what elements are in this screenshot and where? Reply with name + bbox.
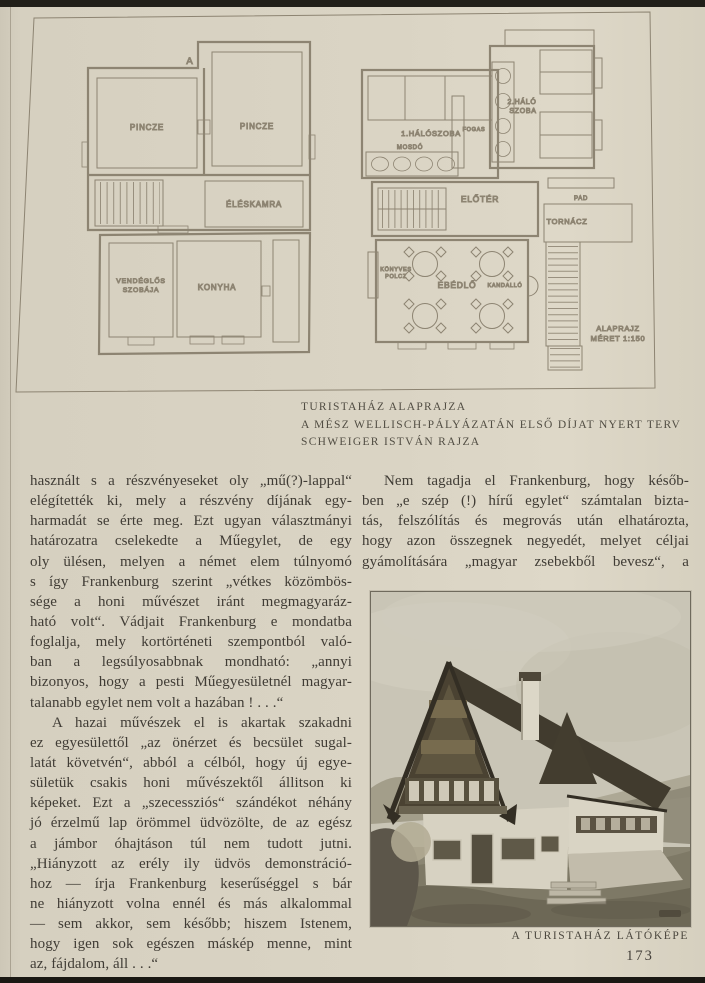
dining-tables xyxy=(404,247,513,333)
scan-edge-bottom xyxy=(0,977,705,983)
text-line: ható volt“. Vádjait Frankenburg e mondatba xyxy=(30,613,352,630)
text-line: „Hiányzott az erély ily üdvös demonstráció- xyxy=(30,855,352,872)
plan-label-haloszoba1: 1.HÁLÓSZOBA xyxy=(401,129,461,138)
text-line: Nem tagadja el Frankenburg, hogy későb- xyxy=(384,473,689,489)
plan-caption-line2: A MÉSZ WELLISCH-PÁLYÁZATÁN ELSŐ DÍJAT NYERT TERV xyxy=(301,418,682,431)
text-line: ben „e szép (!) hírű egylet“ számtalan bizta- xyxy=(362,493,689,510)
plan-label-fogas: FOGAS xyxy=(462,127,486,133)
plan-label-pincze-1: PINCZE xyxy=(129,123,165,132)
text-line: sége a honi művészet iránt megmagyaráz- xyxy=(30,593,352,610)
text-line: gyámolítására „magyar zsebekből bevesz“, a xyxy=(362,553,689,570)
plan-label-kandallo: KANDALLÓ xyxy=(487,283,523,289)
text-line: tás, felszólítás és megrovás után elhatározta, xyxy=(362,513,689,530)
text-line: használt s a részvényeseket oly „mű(?)-lappal“ xyxy=(30,473,352,489)
house-painting xyxy=(371,592,690,926)
plan-label-konyves-line2: POLCZ xyxy=(385,274,407,280)
text-line: határozatra cselekedte a Műegylet, de egy xyxy=(30,533,352,550)
text-line: foglalja, mely kortörténeti szempontból való- xyxy=(30,634,352,651)
plan-label-mosdo: MOSDÓ xyxy=(396,145,424,151)
plan-label-pad: PAD xyxy=(574,196,588,202)
text-line: talanabb egylet nem volt a hazában ! . . .“ xyxy=(30,694,284,711)
text-line: elégítették ki, mely a részvény díjának egy- xyxy=(30,493,352,510)
floorplan-figure xyxy=(0,0,705,396)
text-line: képeket. Ezt a „szecessziós“ szándékot néhány xyxy=(30,795,352,812)
right-plan xyxy=(362,30,645,370)
floorplan-drawing xyxy=(0,0,705,396)
text-line: latát követvén“, abból a célból, hogy új egye- xyxy=(30,754,352,771)
plan-label-vendeglos-1: VENDÉGLŐS xyxy=(116,278,166,285)
plan-label-konyves-line1: KÖNYVES xyxy=(380,267,412,273)
plan-label-pincze-2: PINCZE xyxy=(239,122,275,131)
text-line: ne hiányzott volna ennél és más alkalommal xyxy=(30,895,352,912)
plan-label-scale-line2: MÉRET 1:150 xyxy=(590,334,646,343)
plan-label-ebedlo: EBÉDLŐ xyxy=(437,280,477,290)
text-line: hoz — írja Frankenburg keserűséggel s bár xyxy=(30,875,352,892)
text-line: sületük csakis honi művészektől állitson ki xyxy=(30,775,352,792)
text-line: A hazai művészek el is akartak szakadni xyxy=(52,714,352,731)
text-line: s így Frankenburg szerint „vétkes közömbös- xyxy=(30,573,352,590)
plan-caption xyxy=(301,399,701,452)
plan-label-scale-line1: ALAPRAJZ xyxy=(596,324,640,333)
text-line: — sem akkor, sem később; hiszem Istenem, xyxy=(30,916,352,933)
text-line: oly ülésen, melyen a német elem túlnyomó xyxy=(30,553,352,570)
text-line: harmadát se érte meg. Ezt ugyan választmányi xyxy=(30,513,352,530)
plan-label-vendeglos-2: SZOBÁJA xyxy=(122,287,160,294)
painter-signature-mark xyxy=(659,910,681,917)
text-line: a jámbor óhajtáson túl nem tudott jutni. xyxy=(30,835,352,852)
plan-label-tornacz: TORNÁCZ xyxy=(546,217,588,226)
text-line: hogy igen sok egészen máskép menne, mint xyxy=(30,936,352,953)
article-right-column xyxy=(362,471,689,572)
plan-label-section-marker: A xyxy=(186,56,194,67)
text-line: ban a legsúlyosabbnak mondható: „annyi xyxy=(30,654,352,671)
article-left-column xyxy=(30,471,352,975)
left-plan xyxy=(82,42,315,354)
plan-label-halo2-line1: 2.HÁLÓ xyxy=(507,99,537,106)
text-line: hogy azon összegnek negyedét, melyet céljai xyxy=(362,533,689,550)
photo-caption: A TURISTAHÁZ LÁTÓKÉPE xyxy=(511,930,689,942)
photo-figure xyxy=(370,591,691,927)
plan-label-konyha: KONYHA xyxy=(197,283,237,292)
plan-label-eloter: ELŐTÉR xyxy=(460,194,500,204)
plan-label-eleskamra: ÉLÉSKAMRA xyxy=(225,200,283,209)
page-number: 173 xyxy=(626,948,654,964)
plan-caption-line1: TURISTAHÁZ ALAPRAJZA xyxy=(301,401,467,413)
text-line: jó érzelmű lap örömmel üdvözölte, de az egész xyxy=(30,815,352,832)
chimney xyxy=(519,672,541,740)
text-line: ez egyesülettől „az önérzet és becsület sugal- xyxy=(30,734,352,751)
plan-label-halo2-line2: SZOBA xyxy=(509,108,537,115)
text-line: az, fájdalom, áll . . .“ xyxy=(30,956,159,973)
plan-caption-line3: SCHWEIGER ISTVÁN RAJZA xyxy=(301,436,481,448)
text-line: bizonyos, hogy a pesti Műegyesületnél magyar- xyxy=(30,674,352,691)
